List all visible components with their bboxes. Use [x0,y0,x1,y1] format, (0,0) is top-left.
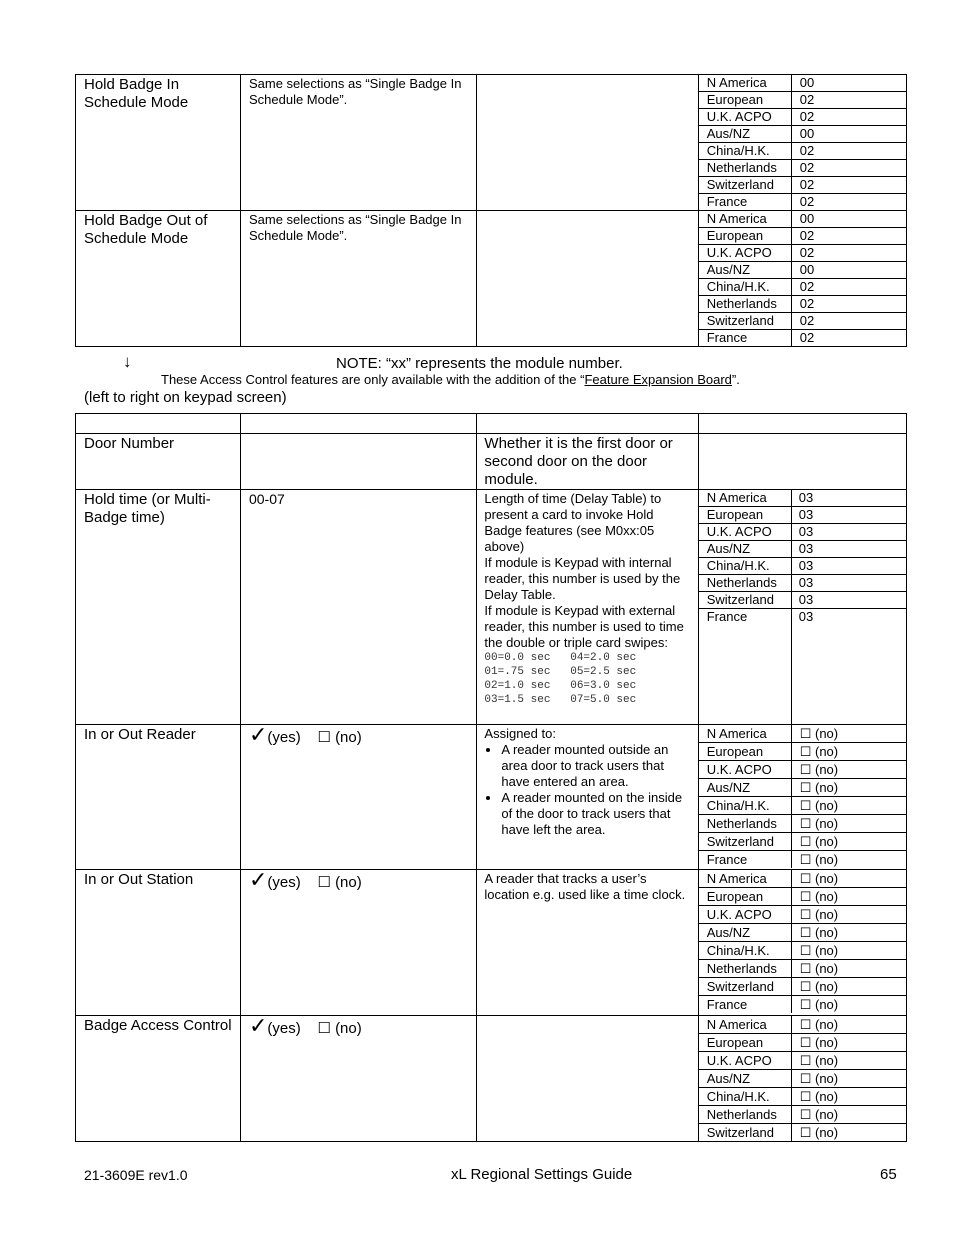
delay-table-line: 01=.75 sec 05=2.5 sec [484,666,637,678]
table-row [76,434,907,490]
selections-text: Same selections as “Single Badge In Schedule Mode”. [248,76,462,107]
region-row [699,978,906,996]
feature-name: Door Number [84,435,175,452]
region-row [699,942,906,960]
checkbox-icon: ☐ [317,1020,331,1037]
region-value: 02 [799,194,815,209]
region-value: ☐ (no) [791,743,906,761]
region-value: 02 [791,177,906,194]
region-row [699,245,906,262]
region-row [699,330,906,347]
description-text: Whether it is the first door or second door on the door module. [484,435,673,488]
footer-title: xL Regional Settings Guide [451,1166,633,1183]
region-row [699,1070,906,1088]
region-value: 03 [791,490,906,507]
region-value: ☐ (no) [791,761,906,779]
region-value-divider [791,490,792,724]
region-name: Switzerland [699,1124,792,1142]
region-defaults [699,75,906,210]
checkmark-icon: ✓ [248,722,268,747]
no-label: (no) [335,1020,362,1037]
region-value: 02 [791,313,906,330]
region-name: Netherlands [699,960,792,978]
region-row [699,797,906,815]
region-row [699,313,906,330]
region-name: European [699,92,792,109]
table-row [76,490,907,725]
checkbox-icon: ☐ [317,729,331,746]
region-row [699,815,906,833]
region-value: ☐ (no) [791,942,906,960]
desc-line: Length of time (Delay Table) to present a card to invoke Hold Badge features (see M0xx:05 above) [484,491,662,554]
bullet-list [484,742,690,838]
region-value: 02 [791,296,906,313]
table-row [76,870,907,1016]
checkmark-icon: ✓ [248,1013,268,1038]
region-row [699,1016,906,1034]
desc-line: If module is Keypad with internal reader, this number is used by the Delay Table. [484,555,681,602]
region-name: N America [699,870,792,888]
region-row [699,143,906,160]
region-name: France [699,851,792,869]
region-row [699,833,906,851]
region-row [699,228,906,245]
region-row [699,1124,906,1142]
region-name: China/H.K. [699,143,792,160]
region-value: ☐ (no) [791,779,906,797]
region-value: 02 [791,143,906,160]
region-name: Switzerland [699,592,791,609]
region-value: 03 [791,592,906,609]
delay-table-line: 03=1.5 sec 07=5.0 sec [484,694,637,706]
region-name: Aus/NZ [699,1070,792,1088]
region-row [699,75,906,92]
delay-table-line: 00=0.0 sec 04=2.0 sec [484,652,637,664]
region-name: France [706,609,748,624]
region-name: Aus/NZ [699,779,792,797]
region-value: ☐ (no) [791,833,906,851]
region-name: N America [699,75,792,92]
table-row [76,75,907,211]
region-row [699,609,906,626]
region-name: Switzerland [699,978,792,996]
region-name: Aus/NZ [699,126,792,143]
region-name: U.K. ACPO [699,906,792,924]
region-value: ☐ (no) [791,815,906,833]
access-control-table [75,413,907,1142]
region-row [699,1052,906,1070]
region-row [699,541,906,558]
desc-line: If module is Keypad with external reader, this number is used to time the double or triple card swipes: [484,603,684,650]
region-value: 02 [799,330,815,345]
region-name: France [699,194,792,211]
region-defaults [699,1016,906,1141]
region-defaults [699,211,906,346]
region-name: European [699,228,792,245]
selections-text: Same selections as “Single Badge In Schedule Mode”. [248,212,462,243]
region-value: 02 [791,109,906,126]
checkmark-icon: ✓ [248,867,268,892]
region-row [699,1034,906,1052]
table-row [76,1016,907,1142]
yes-no-options [241,867,476,892]
list-item: • A reader mounted on the inside of the door to track users that have left the area. [501,790,690,838]
list-item: • A reader mounted outside an area door to track users that have entered an area. [501,742,690,790]
yes-label: (yes) [267,1020,301,1037]
feature-note-post: ”. [731,372,740,387]
region-value: 00 [791,211,906,228]
table-row [76,725,907,870]
region-name: European [699,507,791,524]
region-value: 02 [791,228,906,245]
region-row [699,851,906,869]
region-name: France [699,996,792,1014]
region-value: ☐ (no) [791,1070,906,1088]
region-row [699,92,906,109]
region-row [699,507,906,524]
region-value: ☐ (no) [799,997,839,1012]
upper-settings-table [75,74,907,347]
module-note: NOTE: “xx” represents the module number. [336,355,623,372]
region-name: Netherlands [699,296,792,313]
region-name: European [699,743,792,761]
region-value: ☐ (no) [799,1125,839,1140]
region-value: 02 [791,279,906,296]
selections-text: 00-07 [248,491,285,507]
region-value: ☐ (no) [791,870,906,888]
region-defaults [699,725,906,868]
region-value: 02 [791,160,906,177]
region-row [699,262,906,279]
region-name: Switzerland [699,313,792,330]
region-name: Netherlands [699,1106,792,1124]
region-row [699,960,906,978]
description-text [477,725,697,838]
region-row [699,924,906,942]
region-value: 02 [791,92,906,109]
header-row [76,414,907,434]
region-row [699,211,906,228]
region-value: ☐ (no) [791,1052,906,1070]
delay-table-line: 02=1.0 sec 06=3.0 sec [484,680,637,692]
region-name: Aus/NZ [699,541,791,558]
yes-label: (yes) [267,729,301,746]
description-text: A reader that tracks a user’s location e.g. used like a time clock. [484,871,686,902]
region-row [699,490,906,507]
desc-title: Assigned to: [484,726,556,741]
region-value: ☐ (no) [791,978,906,996]
region-row [699,109,906,126]
region-name: Aus/NZ [699,262,792,279]
feature-name: Badge Access Control [84,1017,232,1034]
no-label: (no) [335,729,362,746]
region-value: 03 [798,609,814,624]
region-value: ☐ (no) [791,1106,906,1124]
region-row [699,743,906,761]
region-row [699,296,906,313]
region-row [699,575,906,592]
region-name: Netherlands [699,575,791,592]
yes-no-options [241,1013,476,1038]
region-value: ☐ (no) [791,725,906,743]
region-row [699,906,906,924]
region-name: France [699,330,792,347]
region-name: European [699,888,792,906]
region-row [699,725,906,743]
region-value: 00 [791,262,906,279]
feature-note [161,372,740,387]
region-name: N America [699,211,792,228]
down-arrow-icon: ↓ [123,352,132,371]
yes-no-options [241,722,476,747]
no-label: (no) [335,874,362,891]
region-value: 00 [791,75,906,92]
region-row [699,1088,906,1106]
region-row [699,761,906,779]
region-name: U.K. ACPO [699,761,792,779]
region-name: N America [699,1016,792,1034]
region-name: China/H.K. [699,279,792,296]
region-row [699,160,906,177]
region-value: 03 [791,558,906,575]
region-value: 02 [791,245,906,262]
region-name: European [699,1034,792,1052]
region-name: China/H.K. [699,942,792,960]
region-value: 03 [791,541,906,558]
region-name: U.K. ACPO [699,109,792,126]
region-value: 03 [791,524,906,541]
region-row [699,888,906,906]
region-row [699,126,906,143]
region-name: Netherlands [699,815,792,833]
region-defaults [699,870,906,1013]
feature-name: Hold Badge In Schedule Mode [84,76,189,111]
region-value: ☐ (no) [791,1088,906,1106]
region-name: Switzerland [699,177,792,194]
feature-name: Hold time (or Multi-Badge time) [84,491,211,526]
keypad-note: (left to right on keypad screen) [84,389,287,406]
region-row [699,592,906,609]
description-text [477,75,697,76]
feature-note-pre: These Access Control features are only available with the addition of the “ [161,372,585,387]
region-name: U.K. ACPO [699,1052,792,1070]
region-value: 00 [791,126,906,143]
region-row [699,870,906,888]
region-row [699,194,906,211]
checkbox-icon: ☐ [317,874,331,891]
region-name: U.K. ACPO [699,245,792,262]
region-name: N America [699,725,792,743]
description-text [477,490,697,707]
region-name: Switzerland [699,833,792,851]
region-value: ☐ (no) [791,1034,906,1052]
region-name: N America [699,490,791,507]
region-name: U.K. ACPO [699,524,791,541]
region-value: ☐ (no) [791,906,906,924]
region-value: ☐ (no) [799,852,839,867]
region-row [699,177,906,194]
region-row [699,1106,906,1124]
region-value: 03 [791,507,906,524]
page-number: 65 [880,1166,897,1183]
region-row [699,779,906,797]
region-row [699,558,906,575]
description-text [477,211,697,212]
region-name: Aus/NZ [699,924,792,942]
region-row [699,524,906,541]
region-row [699,279,906,296]
feature-name: In or Out Station [84,871,194,888]
table-row [76,211,907,347]
region-value: ☐ (no) [791,960,906,978]
feature-name: Hold Badge Out of Schedule Mode [84,212,208,247]
feature-expansion-link[interactable]: Feature Expansion Board [584,372,732,387]
region-name: China/H.K. [699,1088,792,1106]
region-value: ☐ (no) [791,1016,906,1034]
region-row [699,996,906,1014]
region-name: China/H.K. [699,558,791,575]
region-value: ☐ (no) [791,924,906,942]
yes-label: (yes) [267,874,301,891]
region-value: ☐ (no) [791,797,906,815]
region-value: ☐ (no) [791,888,906,906]
region-value: 03 [791,575,906,592]
region-name: Netherlands [699,160,792,177]
feature-name: In or Out Reader [84,726,196,743]
footer-doc-id: 21-3609E rev1.0 [84,1167,188,1183]
region-defaults [699,490,906,625]
region-name: China/H.K. [699,797,792,815]
